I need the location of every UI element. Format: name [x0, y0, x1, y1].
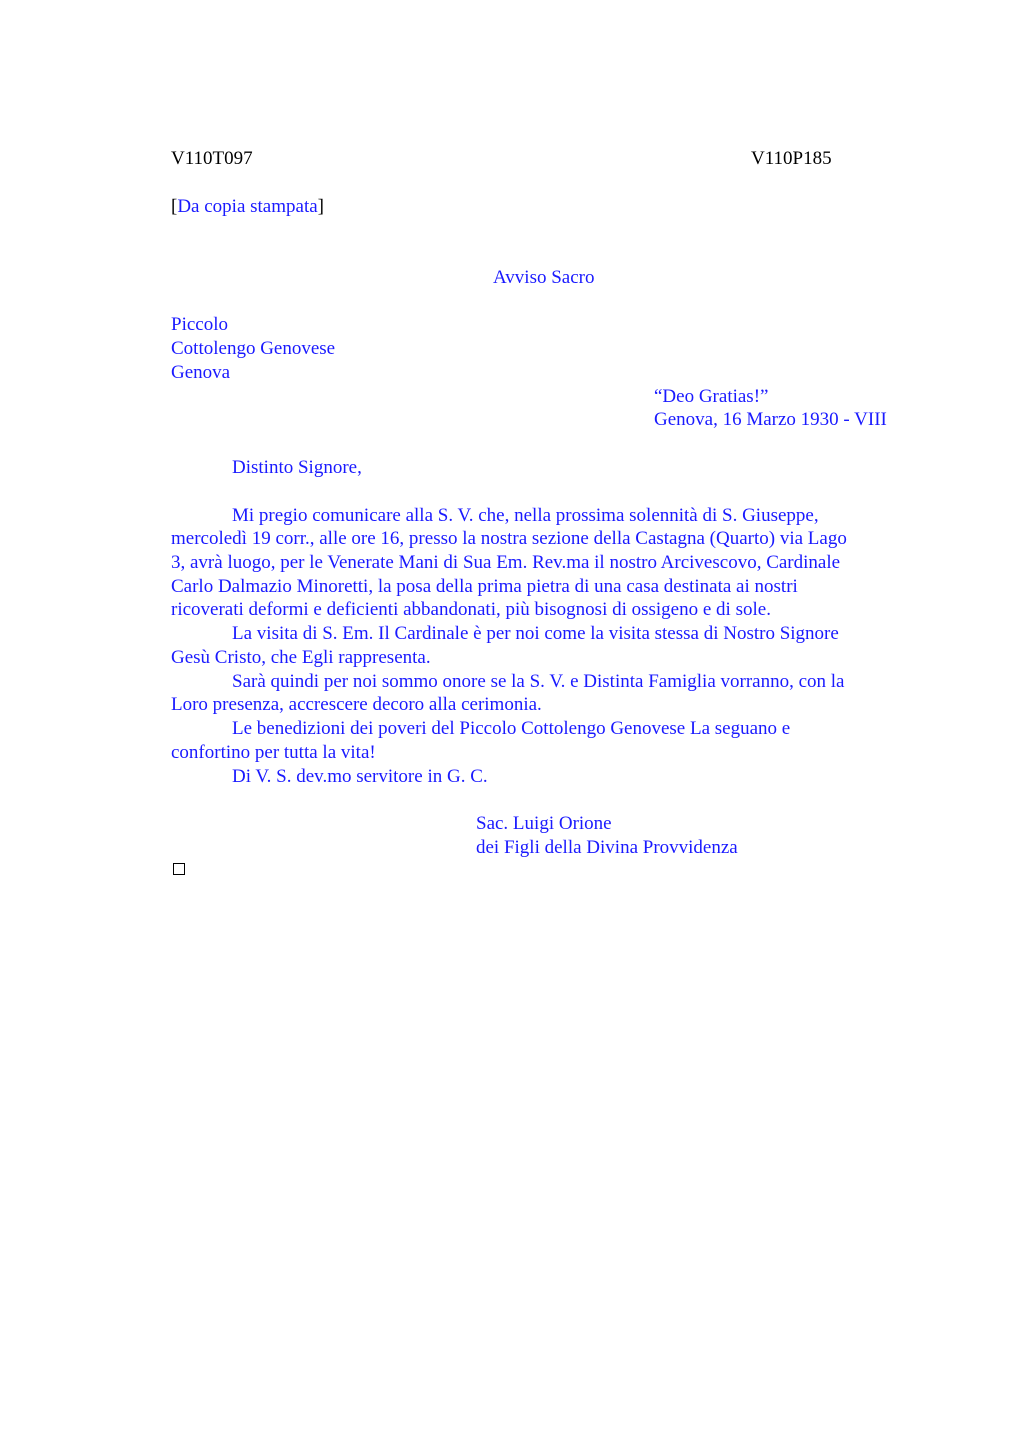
- body-line: Mi pregio comunicare alla S. V. che, nella prossima solennità di S. Giuseppe,: [232, 505, 819, 526]
- motto: “Deo Gratias!”: [654, 386, 769, 407]
- body-line: Carlo Dalmazio Minoretti, la posa della prima pietra di una casa destinata ai nostri: [171, 576, 798, 597]
- source-note-text: Da copia stampata: [177, 196, 318, 217]
- closing-line: Di V. S. dev.mo servitore in G. C.: [232, 766, 488, 787]
- document-title: Avviso Sacro: [493, 267, 595, 288]
- sender-line-3: Genova: [171, 362, 231, 383]
- body-line: Gesù Cristo, che Egli rappresenta.: [171, 647, 431, 668]
- salutation: Distinto Signore,: [232, 457, 362, 478]
- end-marker-square-icon: [173, 863, 185, 875]
- body-line: La visita di S. Em. Il Cardinale è per noi come la visita stessa di Nostro Signore: [232, 623, 839, 644]
- body-line: 3, avrà luogo, per le Venerate Mani di Sua Em. Rev.ma il nostro Arcivescovo, Cardinale: [171, 552, 841, 573]
- signature-name: Sac. Luigi Orione: [476, 813, 612, 834]
- body-line: Sarà quindi per noi sommo onore se la S. V. e Distinta Famiglia vorranno, con la: [232, 671, 845, 692]
- body-line: Loro presenza, accrescere decoro alla cerimonia.: [171, 694, 542, 715]
- sender-line-2: Cottolengo Genovese: [171, 338, 336, 359]
- place-date: Genova, 16 Marzo 1930 - VIII: [654, 409, 887, 430]
- signature-title: dei Figli della Divina Provvidenza: [476, 837, 738, 858]
- source-note-open-bracket: [: [171, 196, 178, 217]
- document-code-left: V110T097: [171, 148, 253, 169]
- sender-line-1: Piccolo: [171, 314, 228, 335]
- source-note: [171, 195, 324, 219]
- source-note-close-bracket: ]: [317, 196, 324, 217]
- body-line: Le benedizioni dei poveri del Piccolo Cottolengo Genovese La seguano e: [232, 718, 791, 739]
- body-line: ricoverati deformi e deficienti abbandonati, più bisognosi di ossigeno e di sole.: [171, 599, 771, 620]
- document-code-right: V110P185: [751, 148, 832, 169]
- body-line: mercoledì 19 corr., alle ore 16, presso la nostra sezione della Castagna (Quarto) via Lago: [171, 528, 847, 549]
- body-line: confortino per tutta la vita!: [171, 742, 376, 763]
